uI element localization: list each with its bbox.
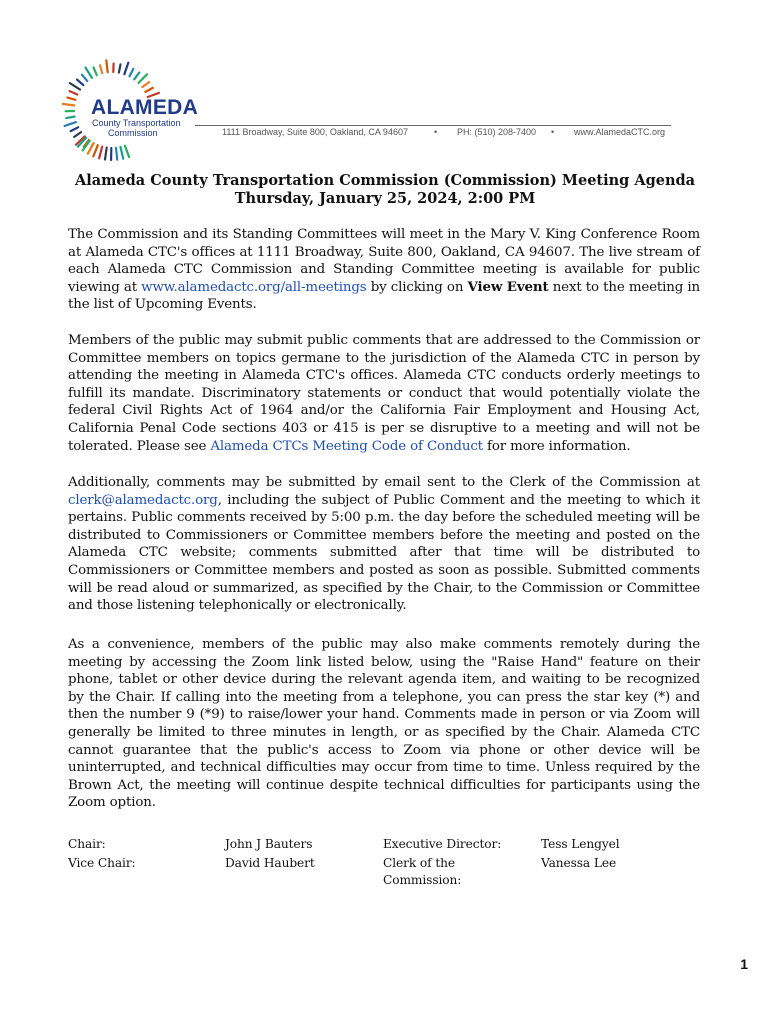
chair-name: John J Bauters: [225, 837, 313, 851]
code-of-conduct-link[interactable]: Alameda CTCs Meeting Code of Conduct: [210, 438, 483, 454]
logo-dash: [67, 98, 75, 100]
chair-label: Chair:: [68, 837, 106, 851]
logo-dash: [119, 64, 121, 72]
letterhead-address: 1111 Broadway, Suite 800, Oakland, CA 94607: [222, 127, 408, 137]
paragraph-email-comments: Additionally, comments may be submitted by email sent to the Clerk of the Commission at clerk@alamedactc.org, including the subject of Public Comment and the meeting to which it pertains. Public comments received by 5:00 p.m. the day before the scheduled meeting will be distributed to Commissioners or Committee members before the meeting and posted on the Alameda CTC website; comments submitted after that time will be distributed to Commissioners or Committee members and posted as soon as possible. Submitted comments will be read aloud or summarized, as specified by the Chair, to the Commission or Committee and those listening telephonically or electronically.: [68, 475, 700, 614]
logo-dash: [100, 65, 102, 73]
logo-dash: [139, 74, 147, 83]
clerk-label: Clerk of the Commission:: [383, 856, 462, 887]
logo-dash: [88, 143, 94, 154]
logo-dash: [142, 82, 149, 87]
logo-dash: [121, 147, 124, 159]
logo-dash: [93, 145, 98, 156]
clerk-name: Vanessa Lee: [541, 856, 617, 870]
logo-dash: [82, 75, 87, 81]
logo-org-name: ALAMEDA: [91, 96, 199, 119]
logo-dash: [116, 148, 117, 160]
logo-dash: [99, 147, 102, 159]
logo-dash: [70, 91, 78, 94]
letterhead-rule: [195, 125, 671, 126]
logo-dash: [71, 127, 78, 131]
logo-dash: [70, 83, 80, 90]
logo-dash: [77, 80, 83, 86]
letterhead-phone: PH: (510) 208-7400: [457, 127, 537, 137]
all-meetings-link[interactable]: www.alamedactc.org/all-meetings: [141, 279, 367, 295]
logo-org-subtitle: County Transportation Commission: [92, 118, 181, 138]
view-event-label: View Event: [467, 278, 549, 295]
logo-dash: [106, 60, 107, 72]
agenda-title: Alameda County Transportation Commission (Commission) Meeting Agenda: [74, 172, 696, 189]
logo-dash: [130, 69, 134, 77]
logo-dash: [66, 117, 74, 119]
logo-dash: [94, 67, 97, 75]
page-number: 1: [740, 956, 748, 972]
logo-dash: [105, 148, 107, 160]
letterhead-separator: •: [551, 127, 555, 137]
logo-dash: [86, 68, 92, 78]
letterhead-separator: •: [434, 127, 438, 137]
executive-director-label: Executive Director:: [383, 837, 502, 851]
paragraph-public-comments: Members of the public may submit public comments that are addressed to the Commission or Committee members on topics germane to the jurisdiction of the Alameda CTC in person by attending the meeting in Alameda CTC's offices. Alameda CTC conducts orderly meetings to fulfill its mandate. Discriminatory statements or conduct that would potentially violate the federal Civil Rights Act of 1964 and/or the California Fair Employment and Housing Act, California Penal Code sections 403 or 415 is per se disruptive to a meeting and will not be tolerated. Please see Alameda CTCs Meeting Code of Conduct for more information.: [68, 333, 700, 454]
logo-dash: [145, 88, 152, 92]
logo-dash: [125, 146, 129, 157]
vice-chair-name: David Haubert: [225, 856, 315, 870]
logo-dash: [65, 122, 76, 126]
logo-dash: [134, 73, 139, 80]
logo-dash: [74, 132, 81, 137]
letterhead-website[interactable]: www.AlamedaCTC.org: [574, 127, 666, 137]
vice-chair-label: Vice Chair:: [68, 856, 136, 870]
agenda-date: Thursday, January 25, 2024, 2:00 PM: [234, 190, 536, 207]
paragraph-zoom-comments: As a convenience, members of the public may also make comments remotely during the meeting by accessing the Zoom link listed below, using the "Raise Hand" feature on their phone, tablet or other device during the relevant agenda item, and waiting to be recognized by the Chair. If calling into the meeting from a telephone, you can press the star key (*) and then the number 9 (*9) to raise/lower your hand. Comments made in person or via Zoom will generally be limited to three minutes in length, or as specified by the Chair. Alameda CTC cannot guarantee that the public's access to Zoom via phone or other device will be uninterrupted, and technical difficulties may occur from time to time. Unless required by the Brown Act, the meeting will continue despite technical difficulties for participants using the Zoom option.: [68, 637, 700, 811]
logo-dash: [62, 104, 74, 106]
clerk-email-link[interactable]: clerk@alamedactc.org: [68, 492, 218, 508]
executive-director-name: Tess Lengyel: [541, 837, 620, 851]
paragraph-meeting-location: The Commission and its Standing Committees will meet in the Mary V. King Conference Room at Alameda CTC's offices at 1111 Broadway, Suite 800, Oakland, CA 94607. The live stream of each Alameda CTC Commission and Standing Committee meeting is available for public viewing at www.alamedactc.org/all-meetings by clicking on View Event next to the meeting in the list of Upcoming Events.: [68, 227, 700, 313]
logo-dash: [124, 63, 128, 74]
